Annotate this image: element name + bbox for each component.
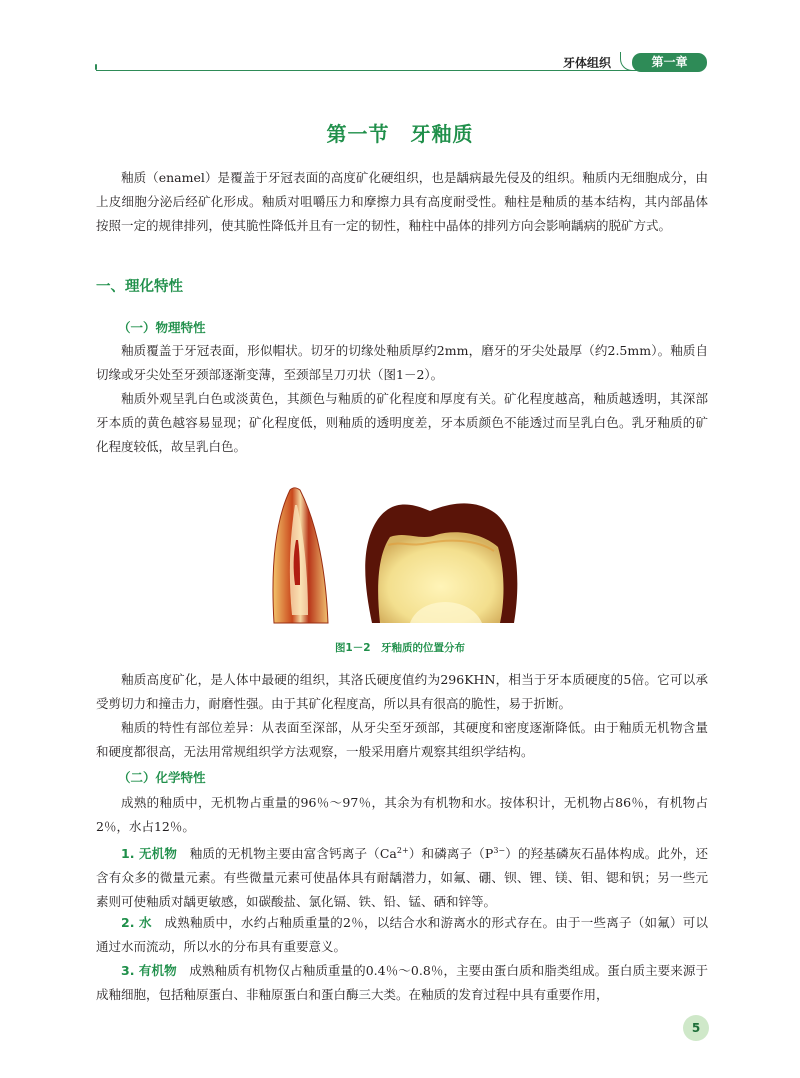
- running-header-section: 牙体组织: [563, 56, 612, 70]
- chapter-badge: 第一章: [632, 53, 707, 72]
- phosphate-charge: 3−: [493, 846, 506, 855]
- physical-paragraph-1: 釉质覆盖于牙冠表面，形似帽状。切牙的切缘处釉质厚约2mm，磨牙的牙尖处最厚（约2.5mm）。釉质自切缘或牙尖处至牙颈部逐渐变薄，至颈部呈刀刃状（图1－2）。: [96, 343, 708, 382]
- subheading-chemical: （二）化学特性: [118, 770, 206, 785]
- incisor-section-image: [273, 488, 328, 623]
- hardness-paragraph: 釉质高度矿化，是人体中最硬的组织，其洛氏硬度值约为296KHN，相当于牙本质硬度的5倍。它可以承受剪切力和撞击力，耐磨性强。由于其矿化程度高，所以具有很高的脆性，易于折断。: [96, 672, 708, 711]
- chemical-paragraph: 成熟的釉质中，无机物占重量的96％～97％，其余为有机物和水。按体积计，无机物占86％，有机物占2％，水占12％。: [96, 795, 708, 834]
- water-item: [96, 911, 708, 959]
- water-item-label: 2. 水: [121, 915, 152, 930]
- physical-paragraph-2: 釉质外观呈乳白色或淡黄色，其颜色与釉质的矿化程度和厚度有关。矿化程度越高，釉质越透明，其深部牙本质的黄色越容易显现；矿化程度低，则釉质的透明度差，牙本质颜色不能透过而呈乳白色。乳牙釉质的矿化程度较低，故呈乳白色。: [96, 391, 708, 454]
- regional-difference-paragraph: 釉质的特性有部位差异：从表面至深部，从牙尖至牙颈部，其硬度和密度逐渐降低。由于釉质无机物含量和硬度都很高，无法用常规组织学方法观察，一般采用磨片观察其组织学结构。: [96, 720, 708, 759]
- page-number: 5: [683, 1015, 709, 1041]
- calcium-charge: 2+: [396, 846, 409, 855]
- molar-section-image: [365, 503, 517, 623]
- organic-item-text: 成熟釉质有机物仅占釉质重量的0.4％～0.8％，主要由蛋白质和脂类组成。蛋白质主要来源于成釉细胞，包括釉原蛋白、非釉原蛋白和蛋白酶三大类。在釉质的发育过程中具有重要作用，: [96, 963, 708, 1002]
- organic-item: [96, 959, 708, 1007]
- intro-paragraph: 釉质（enamel）是覆盖于牙冠表面的高度矿化硬组织，也是龋病最先侵及的组织。釉质内无细胞成分，由上皮细胞分泌后经矿化形成。釉质对咀嚼压力和摩擦力具有高度耐受性。釉柱是釉质的基本结构，其内部晶体按照一定的规律排列，使其脆性降低并且有一定的韧性，釉柱中晶体的排列方向会影响龋病的脱矿方式。: [96, 170, 708, 233]
- header-rule: [96, 70, 634, 71]
- inorganic-item-label: 1. 无机物: [121, 846, 178, 862]
- inorganic-text-a: 釉质的无机物主要由富含钙离子（Ca: [189, 846, 397, 862]
- inorganic-item: [96, 839, 708, 914]
- water-item-text: 成熟釉质中，水约占釉质重量的2％，以结合水和游离水的形式存在。由于一些离子（如氟）可以通过水而流动，所以水的分布具有重要意义。: [96, 915, 708, 954]
- section-title: 第一节 牙釉质: [326, 122, 474, 146]
- figure-caption: 图1－2 牙釉质的位置分布: [334, 642, 466, 654]
- subheading-physical: （一）物理特性: [118, 320, 206, 335]
- enamel-distribution-figure: [260, 485, 550, 625]
- organic-item-label: 3. 有机物: [121, 963, 177, 978]
- heading-physicochemical: 一、理化特性: [96, 279, 183, 295]
- inorganic-text-c: ）的羟基磷灰石晶体构成。此外，还含有众多的微量元素。有些微量元素可使晶体具有耐龋潜力，如氟、硼、钡、锂、镁、钼、锶和钒；另一些元素则可使釉质对龋更敏感，如碳酸盐、氯化镉、铁、铅、锰、硒和锌等。: [96, 846, 708, 910]
- inorganic-text-b: ）和磷离子（P: [408, 846, 494, 862]
